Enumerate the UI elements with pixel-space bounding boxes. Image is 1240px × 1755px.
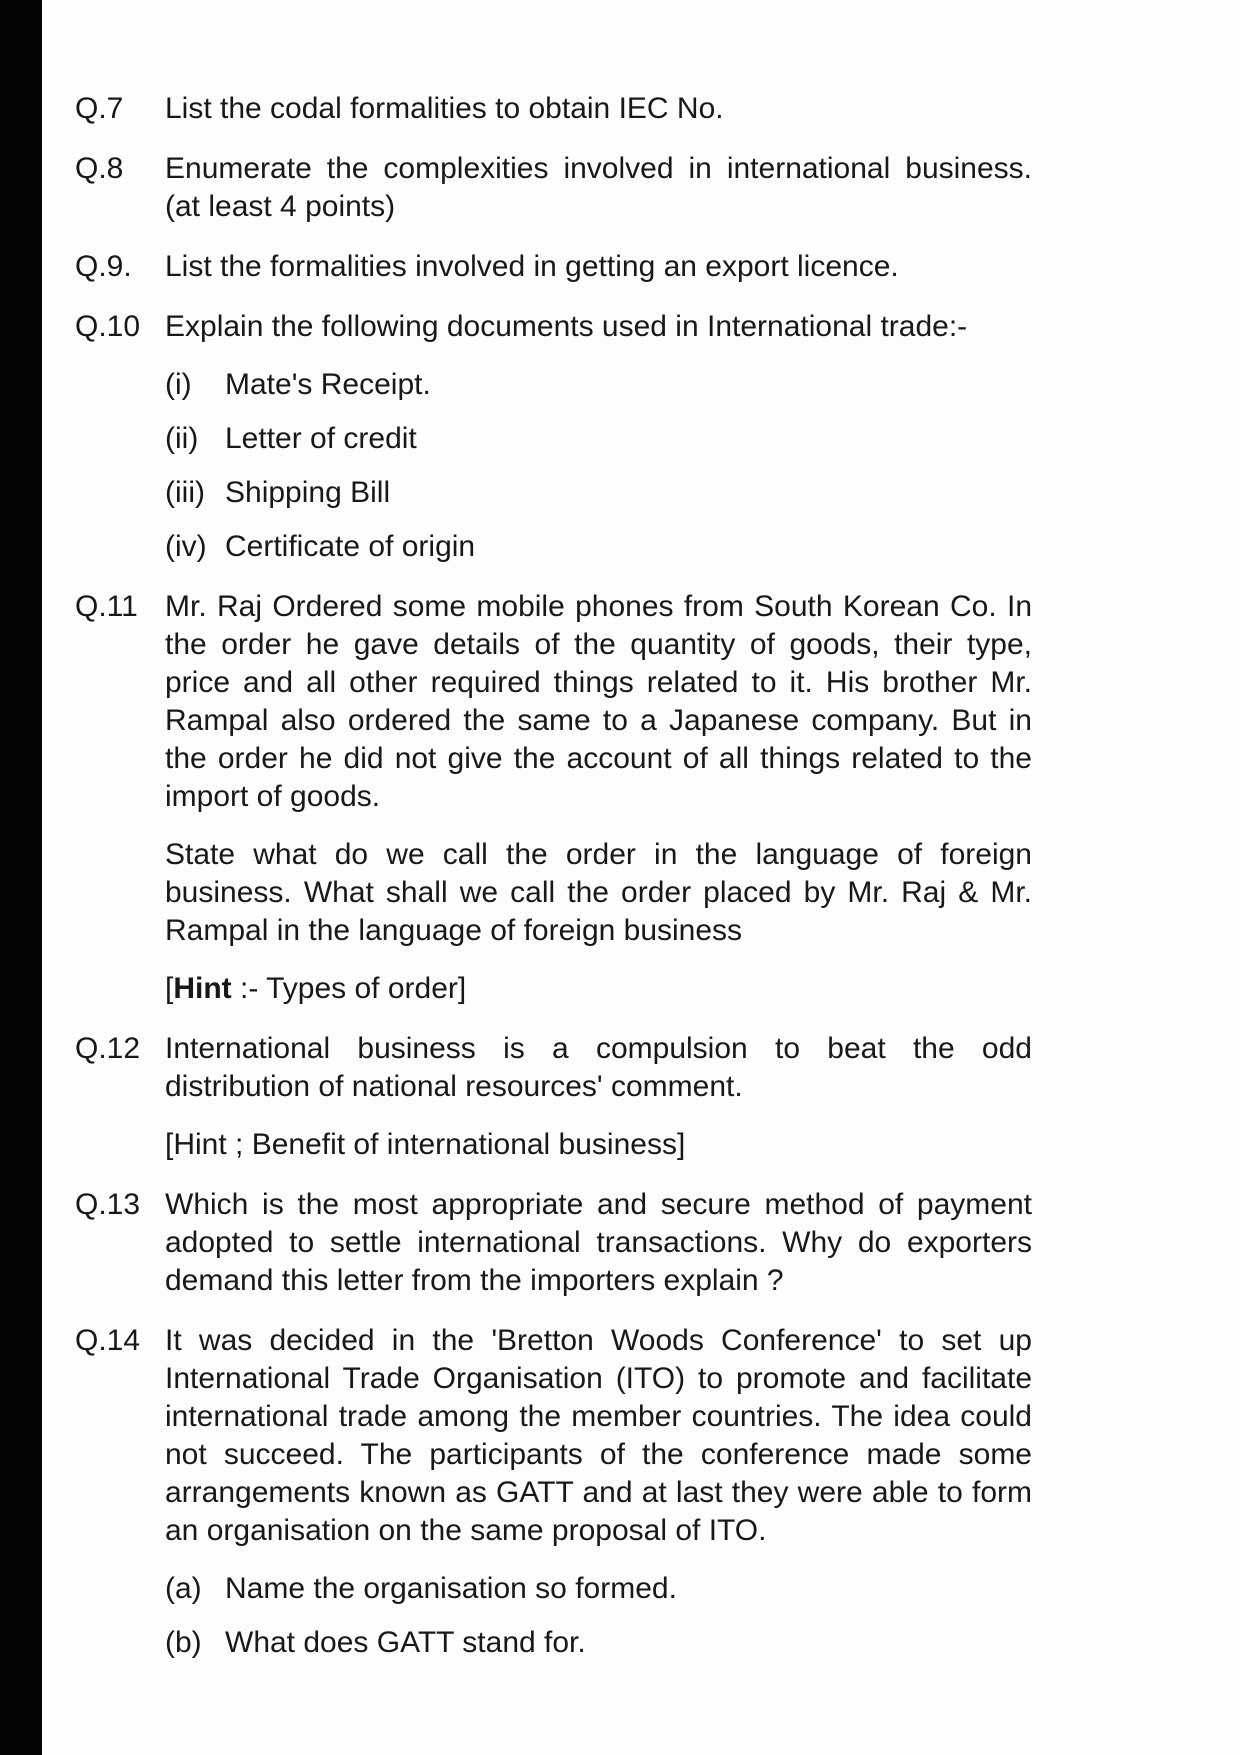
question-body bbox=[165, 1322, 1032, 1662]
text-run: Name the organisation so formed. bbox=[225, 1572, 677, 1605]
question-paragraph bbox=[165, 150, 1032, 226]
question-paragraph bbox=[165, 1126, 1032, 1164]
question-paragraph bbox=[165, 1186, 1032, 1300]
text-run: Shipping Bill bbox=[225, 476, 391, 509]
question-row bbox=[75, 150, 1032, 226]
hint-label: Hint bbox=[173, 972, 232, 1005]
question-row bbox=[75, 1030, 1032, 1164]
sub-item-label: (i) bbox=[165, 368, 192, 401]
text-run: It was decided in the 'Bretton Woods Conference' to set up International Trade Organisation (ITO) to promote and facilitate international trade among the member countries. The idea could not succeed. The participants of the conference made some arrangements known as GATT and at last they were able to form an organisation on the same proposal of ITO. bbox=[165, 1324, 1032, 1547]
question-body bbox=[165, 308, 1032, 566]
sub-item bbox=[165, 420, 1032, 458]
question-row bbox=[75, 248, 1032, 286]
question-paragraph bbox=[165, 1030, 1032, 1106]
text-run: Mate's Receipt. bbox=[225, 368, 431, 401]
question-number: Q.14 bbox=[75, 1324, 141, 1357]
text-run: Mr. Raj Ordered some mobile phones from South Korean Co. In the order he gave details of the quantity of goods, their type, price and all other required things related to it. His brother Mr. Rampal also ordered the same to a Japanese company. But in the order he did not give the account of all things related to the import of goods. bbox=[165, 590, 1032, 813]
sub-item bbox=[165, 474, 1032, 512]
question-number: Q.8 bbox=[75, 152, 124, 185]
sub-item-label: (a) bbox=[165, 1572, 202, 1605]
question-number: Q.11 bbox=[75, 590, 138, 623]
page-left-binding-strip bbox=[0, 0, 42, 1755]
text-run: Certificate of origin bbox=[225, 530, 476, 563]
question-row bbox=[75, 308, 1032, 566]
text-run: Letter of credit bbox=[225, 422, 417, 455]
text-run: Which is the most appropriate and secure method of payment adopted to settle international transactions. Why do exporters demand this letter from the importers explain ? bbox=[165, 1188, 1032, 1297]
sub-item-text bbox=[225, 1624, 1032, 1662]
question-number: Q.13 bbox=[75, 1188, 141, 1221]
question-body bbox=[165, 588, 1032, 1008]
question-body bbox=[165, 1030, 1032, 1164]
text-run: [ bbox=[165, 972, 174, 1005]
question-paragraph bbox=[165, 970, 1032, 1008]
question-paragraph bbox=[165, 248, 1032, 286]
text-run: International business is a compulsion to beat the odd distribution of national resources' comment. bbox=[165, 1032, 1032, 1103]
question-number: Q.7 bbox=[75, 92, 124, 125]
question-paragraph bbox=[165, 1322, 1032, 1550]
sub-item-text bbox=[225, 474, 1032, 512]
question-paragraph bbox=[165, 90, 1032, 128]
sub-item-label: (b) bbox=[165, 1626, 202, 1659]
sub-item-text bbox=[225, 366, 1032, 404]
question-paragraph bbox=[165, 588, 1032, 816]
text-run: [Hint ; Benefit of international business] bbox=[165, 1128, 686, 1161]
sub-item bbox=[165, 1570, 1032, 1608]
text-run: Enumerate the complexities involved in international business. (at least 4 points) bbox=[165, 152, 1032, 223]
question-row bbox=[75, 1186, 1032, 1300]
text-run: What does GATT stand for. bbox=[225, 1626, 586, 1659]
sub-item-label: (iv) bbox=[165, 530, 207, 563]
question-paragraph bbox=[165, 308, 1032, 346]
question-body bbox=[165, 1186, 1032, 1300]
sub-item-text bbox=[225, 1570, 1032, 1608]
sub-item bbox=[165, 1624, 1032, 1662]
question-number: Q.10 bbox=[75, 310, 141, 343]
text-run: List the formalities involved in getting an export licence. bbox=[165, 250, 899, 283]
question-row bbox=[75, 90, 1032, 128]
text-run: State what do we call the order in the language of foreign business. What shall we call the order placed by Mr. Raj & Mr. Rampal in the language of foreign business bbox=[165, 838, 1032, 947]
question-number: Q.12 bbox=[75, 1032, 141, 1065]
sub-item-text bbox=[225, 528, 1032, 566]
sub-item bbox=[165, 366, 1032, 404]
text-run: List the codal formalities to obtain IEC No. bbox=[165, 92, 724, 125]
sub-item-text bbox=[225, 420, 1032, 458]
sub-item-label: (ii) bbox=[165, 422, 199, 455]
question-number: Q.9. bbox=[75, 250, 132, 283]
questions-list bbox=[75, 90, 1032, 1684]
text-run: Explain the following documents used in International trade:- bbox=[165, 310, 968, 343]
question-body bbox=[165, 150, 1032, 226]
question-body bbox=[165, 90, 1032, 128]
question-row bbox=[75, 1322, 1032, 1662]
question-row bbox=[75, 588, 1032, 1008]
sub-item bbox=[165, 528, 1032, 566]
question-paragraph bbox=[165, 836, 1032, 950]
sub-item-label: (iii) bbox=[165, 476, 205, 509]
question-body bbox=[165, 248, 1032, 286]
text-run: :- Types of order] bbox=[231, 972, 467, 1005]
